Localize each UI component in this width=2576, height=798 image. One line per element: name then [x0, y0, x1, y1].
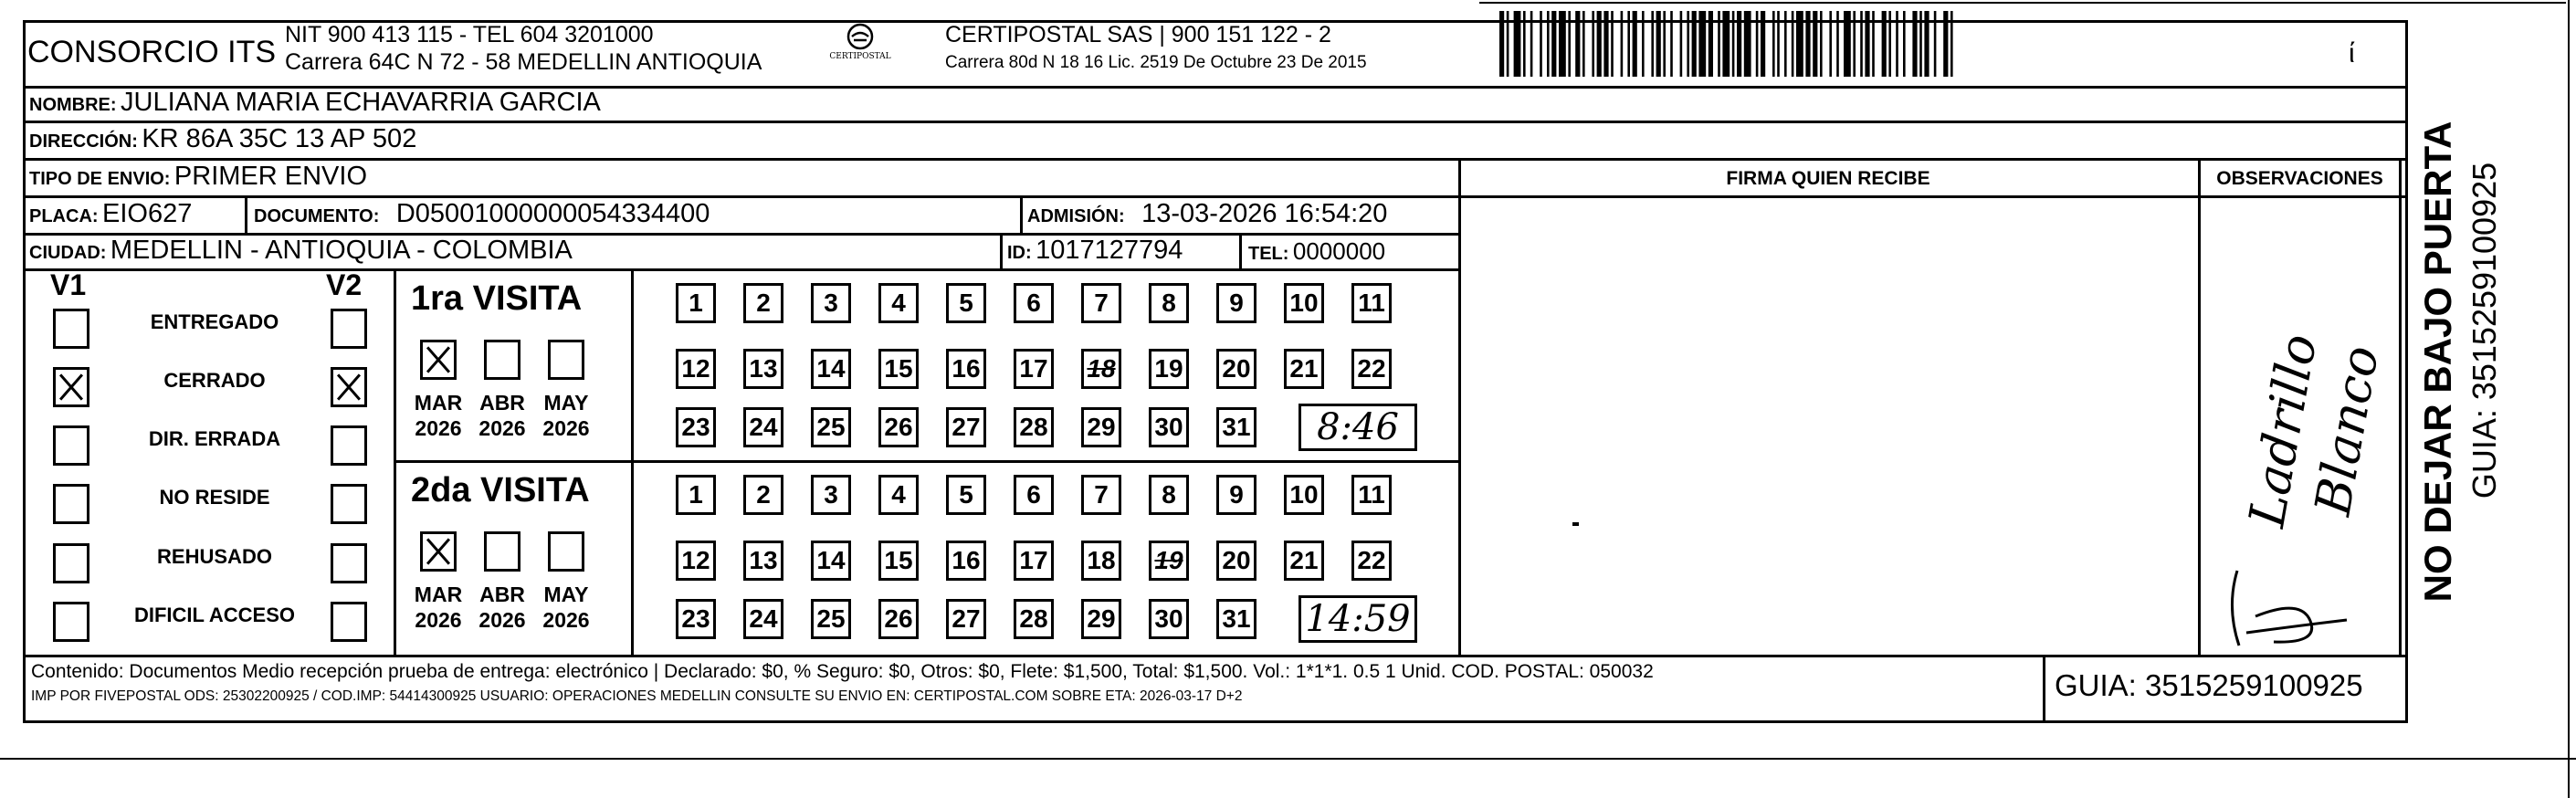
right-edge-line [2568, 0, 2570, 798]
visit-0-day-5[interactable]: 5 [946, 283, 986, 323]
vertical-guia: GUIA: 3515259100925 [2466, 162, 2503, 499]
rule-doc-admision [1020, 195, 1023, 233]
status-label-4: REHUSADO [157, 545, 272, 568]
id-value: 1017127794 [1036, 236, 1183, 265]
nombre-value: JULIANA MARIA ECHAVARRIA GARCIA [121, 88, 601, 117]
visit-0-day-18[interactable]: 18 [1081, 349, 1121, 389]
id-label: ID: [1007, 243, 1032, 263]
rule-footer-guia [2043, 655, 2045, 723]
visit-1-day-1[interactable]: 1 [676, 475, 716, 515]
visit-1-day-31[interactable]: 31 [1216, 599, 1256, 639]
visit-1-day-4[interactable]: 4 [878, 475, 919, 515]
check-mark-icon [333, 370, 364, 404]
status-label-0: ENTREGADO [150, 310, 279, 333]
visit-0-day-2[interactable]: 2 [743, 283, 783, 323]
documento-row [254, 199, 710, 229]
courier-address: Carrera 80d N 18 16 Lic. 2519 De Octubre 23 De 2015 [945, 53, 1367, 72]
observaciones-word-1: Ladrillo [2237, 330, 2329, 531]
visit-0-day-1[interactable]: 1 [676, 283, 716, 323]
v1-checkbox-4[interactable] [53, 543, 89, 583]
rule-direccion [23, 158, 2408, 161]
tel-label: TEL: [1248, 244, 1289, 264]
bottom-edge-line [0, 758, 2576, 760]
visit-0-month-label-1: ABR [479, 391, 525, 415]
visit-0-year-label-2: 2026 [542, 416, 590, 440]
rule-status-visits [394, 268, 396, 655]
visit-0-day-3[interactable]: 3 [811, 283, 851, 323]
placa-value: EIO627 [102, 199, 193, 228]
observaciones-handwritten [2201, 201, 2397, 653]
rule-tipo [23, 195, 2408, 198]
firma-header: FIRMA QUIEN RECIBE [1726, 168, 1930, 189]
visit-1-day-7[interactable]: 7 [1081, 475, 1121, 515]
tel-value: 0000000 [1292, 237, 1386, 265]
v2-checkbox-3[interactable] [331, 484, 367, 524]
visit-0-time-box: 8:46 [1299, 404, 1417, 451]
footer-line-2: IMP POR FIVEPOSTAL ODS: 25302200925 / COD.IMP: 54414300925 USUARIO: OPERACIONES MEDELLIN CONSULTE SU ENVIO EN: CERTIPOSTAL.COM SOBRE ETA: 2026-03-17 D+2 [31, 688, 1243, 704]
visit-1-year-label-1: 2026 [478, 608, 526, 632]
rule-placa-doc [245, 195, 247, 233]
visit-1-day-28[interactable]: 28 [1014, 599, 1054, 639]
visit-0-month-label-2: MAY [543, 391, 589, 415]
rule-firma-left [1458, 158, 1461, 655]
visit-0-day-25[interactable]: 25 [811, 407, 851, 447]
status-label-1: CERRADO [163, 369, 266, 392]
visit-0-day-23[interactable]: 23 [676, 407, 716, 447]
check-mark-icon [56, 370, 87, 404]
visit-1-day-2[interactable]: 2 [743, 475, 783, 515]
direccion-label: DIRECCIÓN: [29, 131, 138, 152]
placa-row [29, 199, 192, 229]
courier-name-nit: CERTIPOSTAL SAS | 900 151 122 - 2 [945, 22, 1331, 47]
status-label-3: NO RESIDE [159, 486, 270, 509]
visit-1-day-21[interactable]: 21 [1284, 541, 1324, 581]
placa-label: PLACA: [29, 206, 99, 226]
visit-1-day-15[interactable]: 15 [878, 541, 919, 581]
visit-0-day-8[interactable]: 8 [1149, 283, 1189, 323]
documento-value: D05001000000054334400 [395, 199, 710, 228]
ciudad-row [29, 236, 573, 266]
no-dejar-bajo-puerta: NO DEJAR BAJO PUERTA [2416, 121, 2459, 603]
visit-1-day-14[interactable]: 14 [811, 541, 851, 581]
visit-0-month-box-0[interactable] [420, 340, 457, 380]
v1-checkbox-5[interactable] [53, 602, 89, 642]
visit-1-month-box-0[interactable] [420, 531, 457, 572]
visit-0-day-29[interactable]: 29 [1081, 407, 1121, 447]
rule-footer [23, 655, 2408, 657]
visit-0-day-28[interactable]: 28 [1014, 407, 1054, 447]
visit-1-day-27[interactable]: 27 [946, 599, 986, 639]
visit-0-month-box-2[interactable] [548, 340, 584, 380]
visit-0-day-13[interactable]: 13 [743, 349, 783, 389]
visit-1-day-19[interactable]: 19 [1149, 541, 1189, 581]
observaciones-header: OBSERVACIONES [2216, 168, 2383, 189]
footer-guia: GUIA: 3515259100925 [2055, 668, 2363, 702]
footer-line-1: Contenido: Documentos Medio recepción prueba de entrega: electrónico | Declarado: $0, % Seguro: $0, Otros: $0, Flete: $1,500, Total: $1,500. Vol.: 1*1*1. 0.5 1 Unid. COD. POSTAL: 050032 [31, 661, 1654, 682]
rule-visit-split [394, 460, 1458, 463]
visit-title-1: 2da VISITA [411, 471, 590, 509]
direccion-value: KR 86A 35C 13 AP 502 [142, 124, 417, 153]
admision-label: ADMISIÓN: [1027, 206, 1125, 226]
ciudad-label: CIUDAD: [29, 243, 107, 263]
visit-1-month-box-2[interactable] [548, 531, 584, 572]
v1-label: V1 [50, 268, 87, 301]
tipo-label: TIPO DE ENVIO: [29, 169, 171, 189]
v2-checkbox-5[interactable] [331, 602, 367, 642]
visit-1-day-9[interactable]: 9 [1216, 475, 1256, 515]
visit-1-month-label-1: ABR [479, 583, 525, 606]
v1-checkbox-0[interactable] [53, 309, 89, 349]
visit-1-day-8[interactable]: 8 [1149, 475, 1189, 515]
visit-title-0: 1ra VISITA [411, 279, 583, 318]
form-right-extension [2405, 161, 2408, 723]
vertical-text-column [2411, 88, 2502, 654]
visit-1-day-13[interactable]: 13 [743, 541, 783, 581]
sender-address: Carrera 64C N 72 - 58 MEDELLIN ANTIOQUIA [285, 49, 762, 75]
visit-0-day-17[interactable]: 17 [1014, 349, 1054, 389]
v2-checkbox-4[interactable] [331, 543, 367, 583]
visit-0-day-16[interactable]: 16 [946, 349, 986, 389]
v1-checkbox-1[interactable] [53, 367, 89, 407]
sender-name: CONSORCIO ITS [27, 35, 277, 69]
visit-1-day-24[interactable]: 24 [743, 599, 783, 639]
v1-checkbox-2[interactable] [53, 425, 89, 466]
sender-nit-tel: NIT 900 413 115 - TEL 604 3201000 [285, 22, 654, 47]
visit-0-day-22[interactable]: 22 [1351, 349, 1392, 389]
visit-0-month-label-0: MAR [414, 391, 463, 415]
documento-label: DOCUMENTO: [254, 206, 380, 226]
visit-1-day-5[interactable]: 5 [946, 475, 986, 515]
rule-ciudad-id [1000, 233, 1003, 268]
visit-0-day-6[interactable]: 6 [1014, 283, 1054, 323]
visit-1-day-3[interactable]: 3 [811, 475, 851, 515]
ciudad-value: MEDELLIN - ANTIOQUIA - COLOMBIA [110, 236, 573, 265]
signature-scribble [2219, 562, 2365, 653]
visit-1-day-12[interactable]: 12 [676, 541, 716, 581]
visit-0-year-label-1: 2026 [478, 416, 526, 440]
check-mark-icon [423, 342, 454, 377]
visit-0-day-21[interactable]: 21 [1284, 349, 1324, 389]
rule-months-days [631, 268, 634, 655]
visit-1-month-label-0: MAR [414, 583, 463, 606]
visit-1-day-18[interactable]: 18 [1081, 541, 1121, 581]
visit-1-day-25[interactable]: 25 [811, 599, 851, 639]
visit-1-day-22[interactable]: 22 [1351, 541, 1392, 581]
visit-1-day-10[interactable]: 10 [1284, 475, 1324, 515]
tipo-row [29, 162, 367, 192]
visit-1-year-label-2: 2026 [542, 608, 590, 632]
check-mark-icon [423, 534, 454, 569]
admision-value: 13-03-2026 16:54:20 [1141, 199, 1388, 228]
visit-1-day-20[interactable]: 20 [1216, 541, 1256, 581]
top-edge-line [1479, 2, 2566, 4]
visit-0-day-14[interactable]: 14 [811, 349, 851, 389]
direccion-row [29, 124, 416, 154]
tipo-value: PRIMER ENVIO [173, 162, 368, 191]
status-label-2: DIR. ERRADA [148, 427, 281, 450]
v2-checkbox-1[interactable] [331, 367, 367, 407]
rule-obs-right [2399, 158, 2402, 655]
tel-row [1248, 237, 1385, 266]
visit-0-day-7[interactable]: 7 [1081, 283, 1121, 323]
status-label-5: DIFICIL ACCESO [133, 604, 295, 626]
visit-0-day-9[interactable]: 9 [1216, 283, 1256, 323]
visit-0-year-label-0: 2026 [415, 416, 462, 440]
visit-0-day-10[interactable]: 10 [1284, 283, 1324, 323]
nombre-label: NOMBRE: [29, 95, 117, 115]
visit-1-day-29[interactable]: 29 [1081, 599, 1121, 639]
v2-checkbox-0[interactable] [331, 309, 367, 349]
admision-row [1027, 199, 1387, 229]
visit-1-day-26[interactable]: 26 [878, 599, 919, 639]
visit-1-day-23[interactable]: 23 [676, 599, 716, 639]
visit-0-month-box-1[interactable] [484, 340, 520, 380]
visit-1-time-box: 14:59 [1299, 595, 1417, 643]
visit-1-month-box-1[interactable] [484, 531, 520, 572]
rule-nombre [23, 121, 2408, 123]
visit-1-year-label-0: 2026 [415, 608, 462, 632]
v1-checkbox-3[interactable] [53, 484, 89, 524]
visit-0-day-15[interactable]: 15 [878, 349, 919, 389]
visit-0-day-24[interactable]: 24 [743, 407, 783, 447]
visit-0-day-30[interactable]: 30 [1149, 407, 1189, 447]
visit-1-day-16[interactable]: 16 [946, 541, 986, 581]
rule-ciudad [23, 268, 1458, 271]
observaciones-word-2: Blanco [2303, 341, 2391, 520]
v2-label: V2 [326, 268, 363, 301]
visit-0-day-12[interactable]: 12 [676, 349, 716, 389]
visit-1-day-30[interactable]: 30 [1149, 599, 1189, 639]
visit-0-day-11[interactable]: 11 [1351, 283, 1392, 323]
visit-0-day-31[interactable]: 31 [1216, 407, 1256, 447]
certipostal-logo-text: CERTIPOSTAL [829, 52, 891, 61]
visit-1-day-6[interactable]: 6 [1014, 475, 1054, 515]
visit-1-day-11[interactable]: 11 [1351, 475, 1392, 515]
rule-id-tel [1239, 233, 1242, 268]
visit-0-day-20[interactable]: 20 [1216, 349, 1256, 389]
visit-1-day-17[interactable]: 17 [1014, 541, 1054, 581]
id-row [1007, 236, 1183, 266]
v2-checkbox-2[interactable] [331, 425, 367, 466]
visit-0-day-19[interactable]: 19 [1149, 349, 1189, 389]
visit-1-month-label-2: MAY [543, 583, 589, 606]
signature-dot [1572, 522, 1579, 526]
nombre-row [29, 88, 601, 118]
visit-0-day-26[interactable]: 26 [878, 407, 919, 447]
visit-0-day-4[interactable]: 4 [878, 283, 919, 323]
visit-0-day-27[interactable]: 27 [946, 407, 986, 447]
corner-mark: ί [2349, 38, 2355, 68]
